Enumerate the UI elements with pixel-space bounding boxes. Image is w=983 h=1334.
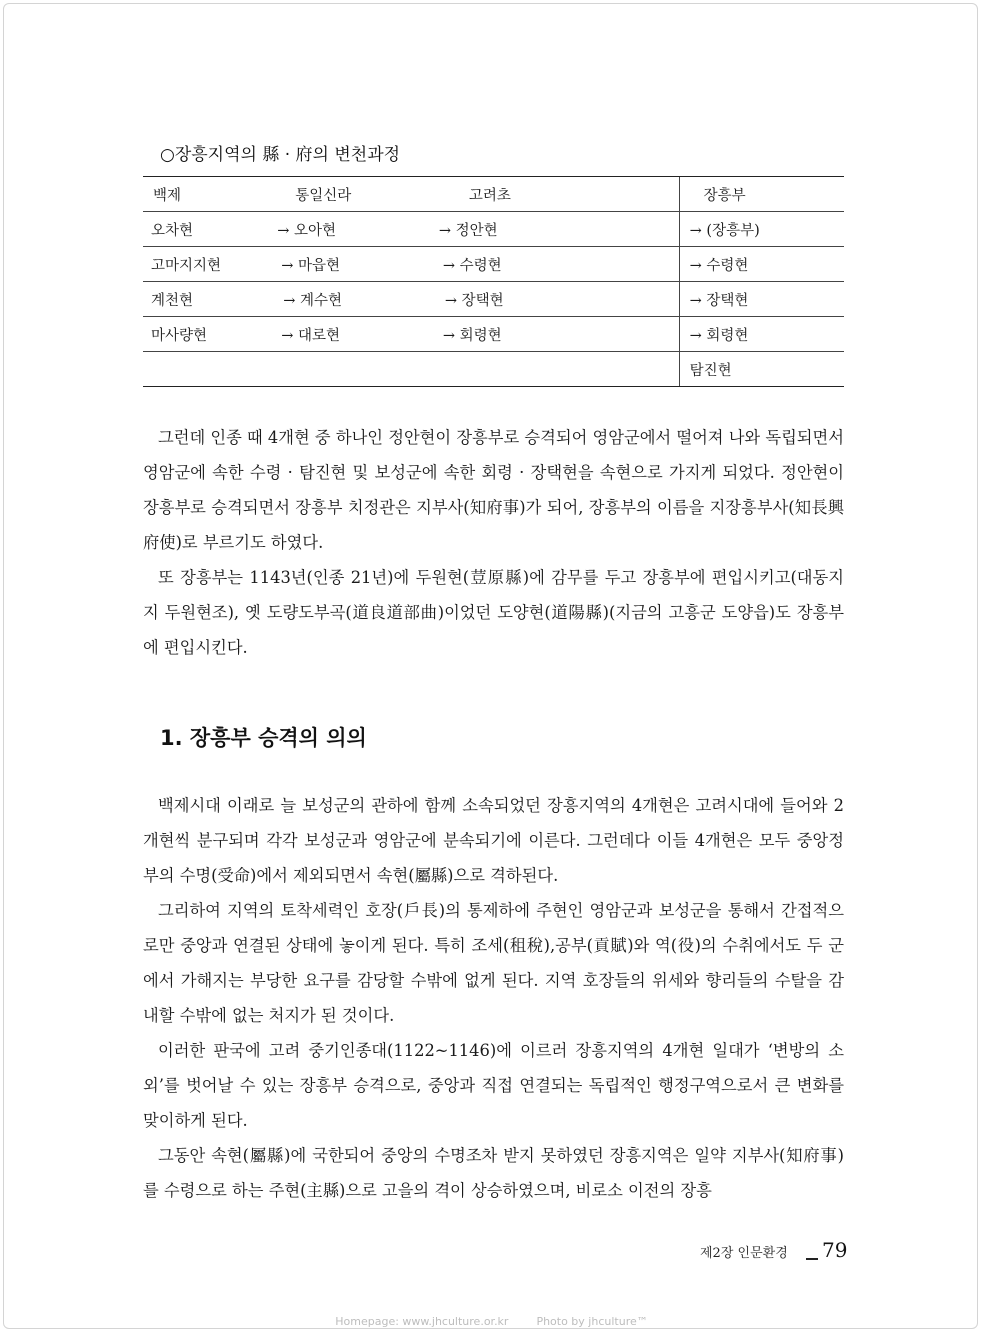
table-cell: → 마읍현 <box>277 247 439 282</box>
section-heading: 1. 장흥부 승격의 의의 <box>160 726 367 750</box>
table-row <box>143 247 844 282</box>
footer-chapter-label: 제2장 인문환경 <box>700 1246 788 1261</box>
table-cell: 오차현 <box>143 212 277 247</box>
watermark-homepage: Homepage: www.jhculture.or.kr <box>335 1315 509 1328</box>
header-early-goryeo: 고려초 <box>439 177 679 212</box>
table-cell: → 수령현 <box>439 247 679 282</box>
table-cell: → 오아현 <box>277 212 439 247</box>
table-cell: 마사량현 <box>143 317 277 352</box>
table-cell <box>277 352 439 387</box>
table-cell: → (장흥부) <box>679 212 844 247</box>
table-cell: → 장택현 <box>439 282 679 317</box>
table-cell: → 회령현 <box>679 317 844 352</box>
table-cell: → 수령현 <box>679 247 844 282</box>
table-cell: → 회령현 <box>439 317 679 352</box>
table-cell: 탐진현 <box>679 352 844 387</box>
table-cell <box>143 352 277 387</box>
header-unified-silla: 통일신라 <box>277 177 439 212</box>
table-cell: → 대로현 <box>277 317 439 352</box>
table-row <box>143 352 844 387</box>
table-cell: → 장택현 <box>679 282 844 317</box>
table-row <box>143 212 844 247</box>
body-paragraph: 그런데 인종 때 4개현 중 하나인 정안현이 장흥부로 승격되어 영암군에서 떨어져 나와 독립되면서 영암군에 속한 수령 · 탐진현 및 보성군에 속한 회령 · 장택현을 속현으로 가지게 되었다. 정안현이 장흥부로 승격되면서 장흥부 치정관은 지부사(知府事)가 되어, 장흥부의 이름을 지장흥부사(知長興府使)로 부르기도 하였다. <box>143 428 844 552</box>
table-cell: 계천현 <box>143 282 277 317</box>
body-paragraph: 그동안 속현(屬縣)에 국한되어 중앙의 수명조차 받지 못하였던 장흥지역은 일약 지부사(知府事)를 수령으로 하는 주현(主縣)으로 고을의 격이 상승하였으며, 비로소 이전의 장흥 <box>143 1146 844 1200</box>
header-jangheung-bu: 장흥부 <box>679 177 844 212</box>
page-number: 79 <box>822 1238 848 1262</box>
county-change-table <box>143 176 844 387</box>
table-cell: → 계수현 <box>277 282 439 317</box>
body-paragraph: 그리하여 지역의 토착세력인 호장(戶長)의 통제하에 주현인 영암군과 보성군을 통해서 간접적으로만 중앙과 연결된 상태에 놓이게 된다. 특히 조세(租稅),공부(貢賦)와 역(役)의 수취에서도 두 군에서 가해지는 부당한 요구를 감당할 수밖에 없게 된다. 지역 호장들의 위세와 향리들의 수탈을 감내할 수밖에 없는 처지가 된 것이다. <box>143 901 844 1025</box>
body-paragraph: 이러한 판국에 고려 중기인종대(1122~1146)에 이르러 장흥지역의 4개현 일대가 ‘변방의 소외’를 벗어날 수 있는 장흥부 승격으로, 중앙과 직접 연결되는 독립적인 행정구역으로서 큰 변화를 맞이하게 된다. <box>143 1041 844 1130</box>
table-row <box>143 282 844 317</box>
table-header-row <box>143 177 844 212</box>
watermark <box>0 1315 983 1328</box>
footer-dash <box>806 1258 818 1261</box>
table-row <box>143 317 844 352</box>
header-baekje: 백제 <box>143 177 277 212</box>
table-caption: ○장흥지역의 縣 · 府의 변천과정 <box>160 145 401 165</box>
watermark-photo-credit: Photo by jhculture™ <box>536 1315 648 1328</box>
body-paragraph: 백제시대 이래로 늘 보성군의 관하에 함께 소속되었던 장흥지역의 4개현은 고려시대에 들어와 2개현씩 분구되며 각각 보성군과 영암군에 분속되기에 이른다. 그런데다 이들 4개현은 모두 중앙정부의 수명(受命)에서 제외되면서 속현(屬縣)으로 격하된다. <box>143 796 844 885</box>
table-cell <box>439 352 679 387</box>
table-cell: → 정안현 <box>439 212 679 247</box>
body-paragraph: 또 장흥부는 1143년(인종 21년)에 두원현(荳原縣)에 감무를 두고 장흥부에 편입시키고(대동지지 두원현조), 옛 도량도부곡(道良道部曲)이었던 도양현(道陽縣)(지금의 고흥군 도양읍)도 장흥부에 편입시킨다. <box>143 568 844 657</box>
table-cell: 고마지지현 <box>143 247 277 282</box>
